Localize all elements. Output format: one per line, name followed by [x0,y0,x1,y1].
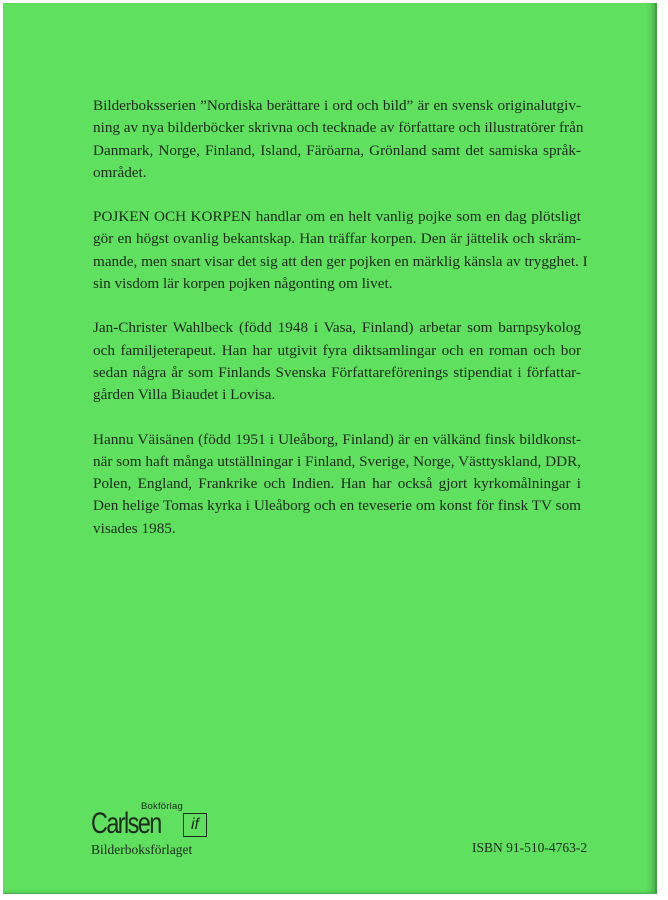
text-line: Den helige Tomas kyrka i Uleåborg och en teveserie om konst för finsk TV som [93,497,581,515]
text-line: området. [93,163,147,181]
isbn-number: ISBN 91-510-4763-2 [472,840,588,855]
cover-edge-shadow [645,3,655,893]
text-line: Danmark, Norge, Finland, Island, Färöarna, Grönland samt det samiska språk- [93,141,581,159]
paragraph-illustrator-bio [93,429,581,540]
text-line: Jan-Christer Wahlbeck (född 1948 i Vasa, Finland) arbetar som barnpsykolog [93,319,581,337]
publisher-logo [91,801,251,845]
publisher-name: Bilderboksförlaget [91,842,193,857]
text-line: visades 1985. [93,519,176,537]
description-text-block [93,95,588,562]
logo-wordmark: Carlsen [91,807,161,840]
paragraph-book-summary [93,206,588,295]
text-line: när som haft många utställningar i Finland, Sverige, Norge, Västtyskland, DDR, [93,452,581,470]
text-line: POJKEN OCH KORPEN handlar om en helt vanlig pojke som en dag plötsligt [93,208,581,226]
text-line: Polen, England, Frankrike och Indien. Han har också gjort kyrkomålningar i [93,475,581,493]
paragraph-author-bio [93,317,581,406]
text-line: mande, men snart visar det sig att den ger pojken en märklig känsla av trygghet. I [93,252,588,270]
text-line: Bilderboksserien ”Nordiska berättare i ord och bild” är en svensk originalutgiv- [93,97,581,114]
text-line: gör en högst ovanlig bekantskap. Han träffar korpen. Den är jättelik och skräm- [93,230,581,248]
text-line: och familjeterapeut. Han har utgivit fyra diktsamlingar och en roman och bor [93,341,581,359]
logo-if-box: if [183,813,207,837]
text-line: ning av nya bilderböcker skrivna och tecknade av författare och illustratörer från [93,119,584,137]
back-cover [3,3,657,894]
paragraph-series-intro [93,95,584,184]
text-line: gården Villa Biaudet i Lovisa. [93,386,276,404]
text-line: sedan några år som Finlands Svenska Författareförenings stipendiat i författar- [93,363,581,381]
text-line: sin visdom lär korpen pojken någonting om livet. [93,275,393,293]
logo-small-text: Bokförlag [141,801,183,812]
text-line: Hannu Väisänen (född 1951 i Uleåborg, Finland) är en välkänd finsk bildkonst- [93,430,581,448]
